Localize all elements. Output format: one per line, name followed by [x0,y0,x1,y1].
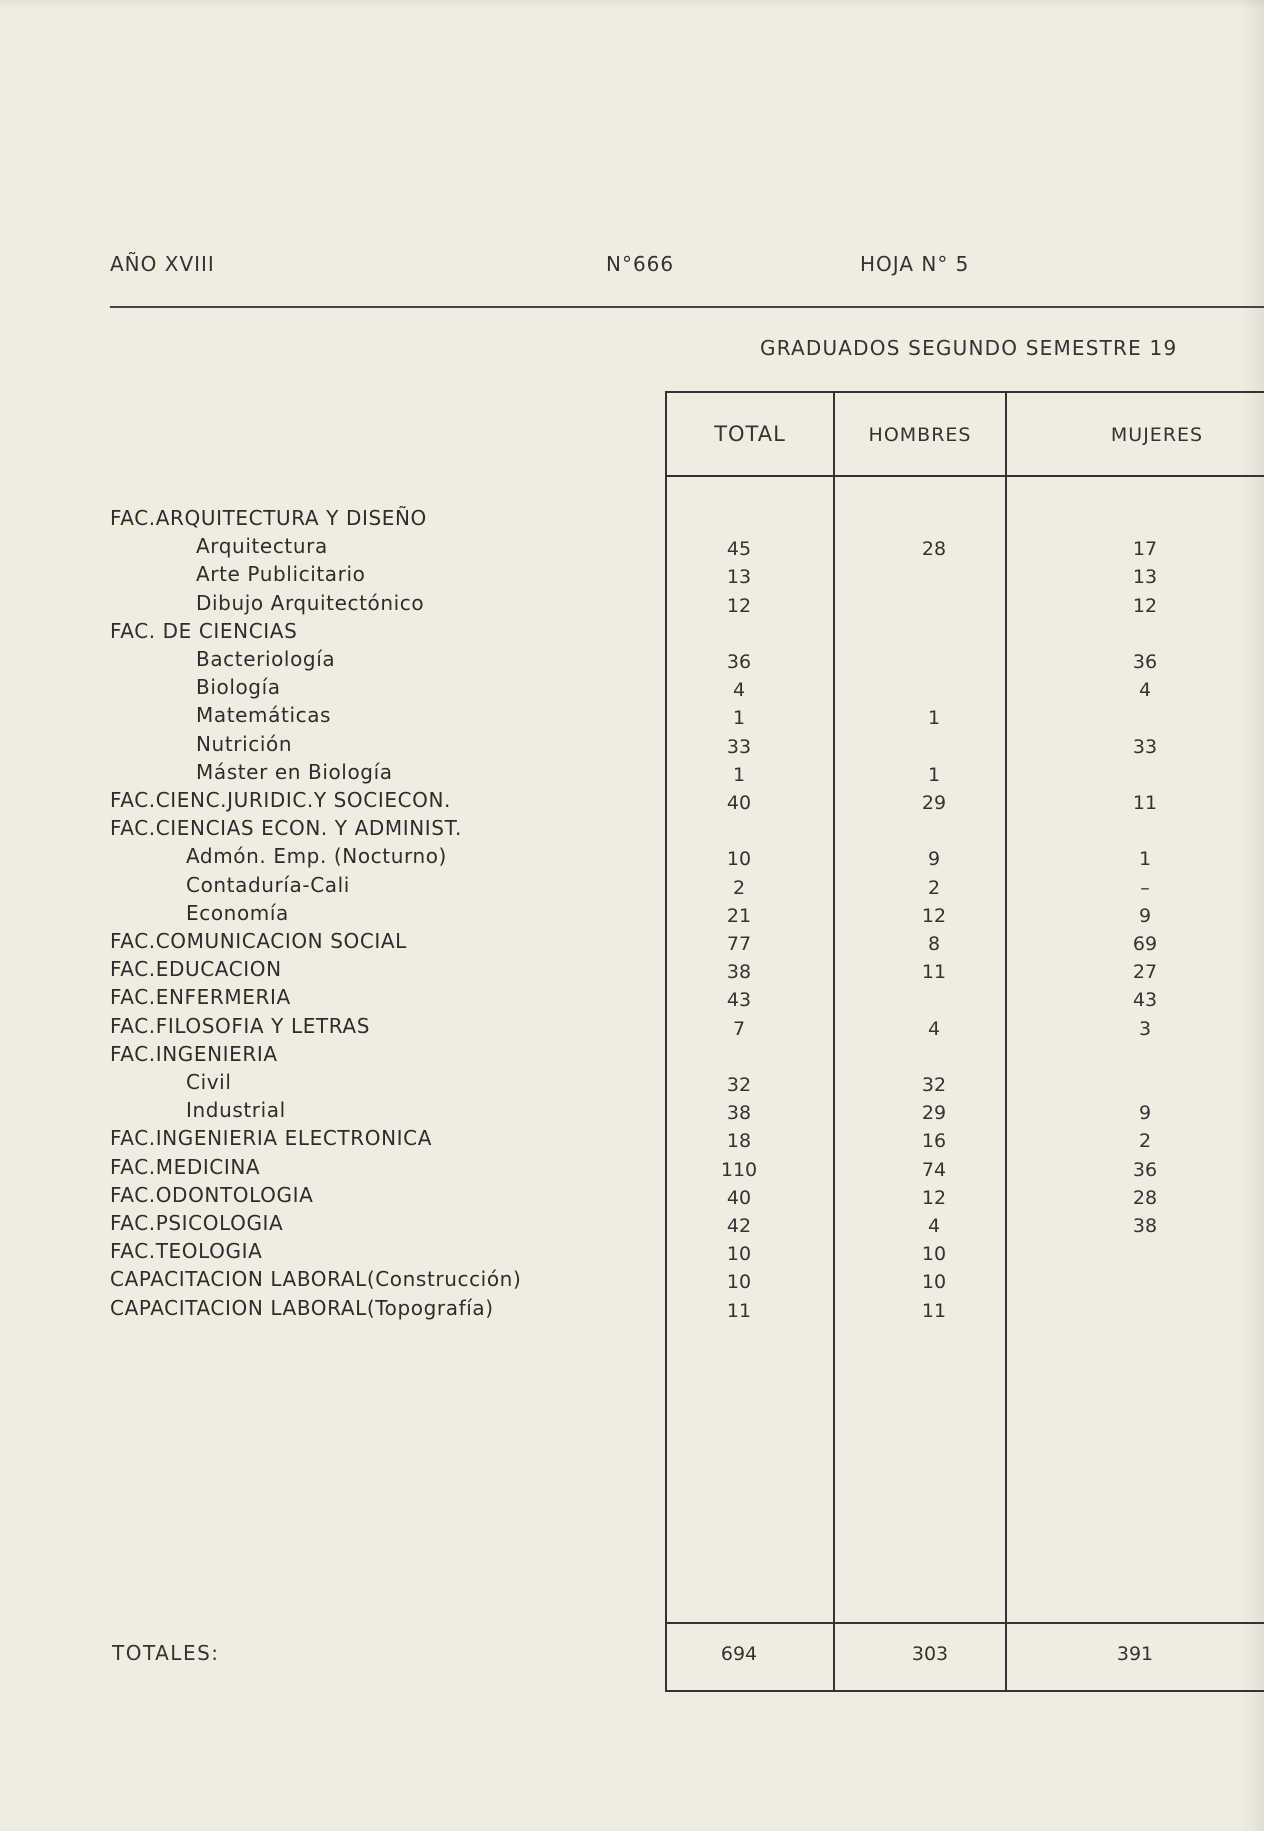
table-row [0,1155,1264,1183]
totals-label: TOTALES: [112,1641,220,1665]
row-total: 13 [726,566,752,589]
row-label: Dibujo Arquitectónico [196,590,425,615]
row-label: FAC.ARQUITECTURA Y DISEÑO [110,506,427,530]
row-total: 38 [726,1102,752,1125]
row-women: 9 [1138,1102,1152,1125]
row-label: FAC. DE CIENCIAS [110,618,298,643]
row-label: FAC.CIENCIAS ECON. Y ADMINIST. [110,816,462,841]
table-row [0,1126,1264,1154]
row-total: 43 [726,989,752,1012]
row-label: FAC.CIENC.JURIDIC.Y SOCIECON. [110,788,451,812]
page-top-edge [0,0,1264,10]
table-row [0,901,1264,929]
row-label: FAC.MEDICINA [110,1154,261,1179]
row-label: Contaduría-Cali [186,872,350,897]
table-row [0,1239,1264,1267]
table-row [0,1014,1264,1042]
row-women: 38 [1132,1215,1158,1237]
row-women: 1 [1138,848,1152,871]
row-total: 2 [732,876,746,899]
row-label: FAC.ODONTOLOGIA [110,1182,314,1207]
row-women: 43 [1132,989,1158,1012]
table-row [0,619,1264,647]
row-women: 3 [1138,1017,1152,1040]
row-total: 36 [726,651,752,673]
row-label: FAC.FILOSOFIA Y LETRAS [110,1013,371,1038]
row-label: Nutrición [196,731,293,756]
table-row [0,1042,1264,1070]
table-row [0,1296,1264,1324]
column-header-total: TOTAL [714,422,786,446]
table-row [0,1267,1264,1295]
row-total: 18 [726,1130,752,1153]
row-men: 29 [921,1102,947,1125]
row-total: 10 [726,1271,752,1294]
row-women: 12 [1132,594,1158,617]
table-row [0,957,1264,985]
row-men: 12 [921,904,947,927]
row-label: Economía [186,900,289,925]
row-total: 11 [726,1299,752,1322]
table-row [0,675,1264,703]
row-men: 74 [921,1158,947,1181]
row-men: 16 [921,1130,947,1153]
row-women: 2 [1138,1130,1152,1153]
row-label: CAPACITACION LABORAL(Construcción) [110,1267,522,1292]
row-label: Arquitectura [196,534,328,559]
row-label: FAC.TEOLOGIA [110,1239,263,1264]
table-row [0,562,1264,590]
totals-total: 694 [720,1643,758,1665]
row-label: FAC.COMUNICACION SOCIAL [110,929,407,953]
header-number: N°666 [606,252,675,276]
row-total: 45 [726,538,752,561]
table-title: GRADUADOS SEGUNDO SEMESTRE 19 [760,336,1178,360]
row-total: 10 [726,848,752,871]
table-row [0,788,1264,816]
row-total: 7 [732,1017,746,1040]
row-women: 36 [1132,651,1158,673]
row-label: FAC.INGENIERIA ELECTRONICA [110,1126,432,1151]
table-row [0,647,1264,675]
row-total: 77 [726,933,752,955]
row-total: 1 [732,763,746,786]
row-men: 1 [927,707,941,730]
table-row [0,929,1264,957]
row-women: 36 [1132,1158,1158,1181]
row-men: 28 [921,538,947,561]
row-men: 4 [927,1017,941,1040]
row-women: 4 [1138,679,1152,702]
header-sheet: HOJA N° 5 [860,252,970,276]
table-row [0,844,1264,872]
row-total: 4 [732,679,746,702]
row-women: 28 [1132,1186,1158,1209]
row-men: 12 [921,1186,947,1209]
table-row [0,760,1264,788]
table-row [0,1183,1264,1211]
table-row [0,591,1264,619]
row-men: 1 [927,763,941,786]
row-women: – [1140,876,1150,899]
row-men: 8 [927,933,941,955]
table-row [0,732,1264,760]
row-men: 10 [921,1243,947,1266]
row-label: Arte Publicitario [196,562,366,587]
row-total: 21 [726,904,752,927]
row-women: 69 [1132,933,1158,955]
table-row [0,1211,1264,1239]
row-men: 11 [921,961,947,984]
row-label: FAC.INGENIERIA [110,1041,278,1066]
table-row [0,873,1264,901]
row-label: Matemáticas [196,703,332,728]
row-men: 4 [927,1215,941,1237]
header-year: AÑO XVIII [110,252,215,276]
table-row [0,1070,1264,1098]
row-label: CAPACITACION LABORAL(Topografía) [110,1295,494,1320]
column-header-men: HOMBRES [868,424,972,446]
row-total: 42 [726,1215,752,1237]
row-label: Máster en Biología [196,759,393,784]
row-total: 12 [726,594,752,617]
table-totals-border [665,1622,1264,1624]
row-total: 33 [726,735,752,758]
row-total: 10 [726,1243,752,1266]
row-men: 11 [921,1299,947,1322]
row-total: 32 [726,1074,752,1096]
row-women: 13 [1132,566,1158,589]
row-label: FAC.PSICOLOGIA [110,1211,284,1235]
row-men: 32 [921,1074,947,1096]
table-row [0,985,1264,1013]
row-men: 10 [921,1271,947,1294]
row-label: FAC.ENFERMERIA [110,985,291,1010]
row-total: 40 [726,792,752,814]
row-total: 38 [726,961,752,984]
row-total: 40 [726,1186,752,1209]
table-bottom-border [665,1690,1264,1692]
header-rule [110,306,1264,308]
row-women: 17 [1132,538,1158,561]
table-row [0,816,1264,844]
row-total: 1 [732,707,746,730]
column-header-women: MUJERES [1110,424,1204,446]
table-row [0,506,1264,534]
table-row [0,1098,1264,1126]
row-men: 9 [927,848,941,871]
row-label: Bacteriología [196,647,336,671]
row-women: 33 [1132,735,1158,758]
totals-women: 391 [1116,1643,1154,1665]
row-label: Civil [186,1070,232,1094]
table-row [0,534,1264,562]
table-top-border [665,391,1264,393]
table-header-border [665,475,1264,477]
row-men: 2 [927,876,941,899]
row-label: Industrial [186,1098,286,1123]
row-women: 27 [1132,961,1158,984]
row-total: 110 [720,1158,758,1181]
row-women: 11 [1132,792,1158,814]
row-women: 9 [1138,904,1152,927]
row-label: Biología [196,675,281,700]
row-label: Admón. Emp. (Nocturno) [186,844,447,869]
row-men: 29 [921,792,947,814]
totals-men: 303 [911,1643,949,1665]
table-row [0,703,1264,731]
row-label: FAC.EDUCACION [110,957,282,982]
